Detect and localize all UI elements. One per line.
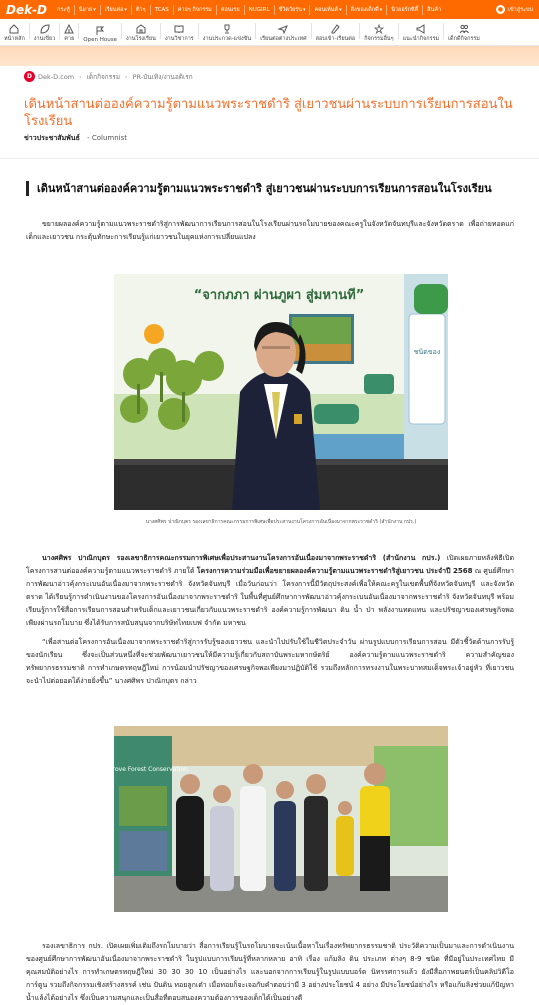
side-poster-text: ชนิดของ <box>413 348 441 356</box>
pencil-icon <box>331 24 340 33</box>
tent-icon <box>65 24 74 33</box>
breadcrumb <box>24 71 193 82</box>
category-nav-item[interactable]: กิจกรรมอื่นๆ <box>360 24 397 43</box>
dekd-logo-icon: D <box>24 71 35 82</box>
top-nav-item[interactable]: ค่ายๆ กิจกรรม <box>177 6 212 13</box>
photo-caption: นางศศิพร ปาณิกบุตร รองเลขาธิการคณะกรรมการพิเศษเพื่อประสานงานโครงการอันเนื่องมาจากพระราชดำริ (สำนักงาน กปร.) <box>145 519 417 525</box>
chevron-down-icon: ▾ <box>93 6 96 13</box>
category-nav-item[interactable]: งานเขียว <box>30 24 59 43</box>
site-logo[interactable]: Dek-D <box>6 2 48 17</box>
top-nav <box>53 5 496 15</box>
breadcrumb-link[interactable]: Dek-D.com <box>38 72 75 81</box>
top-header <box>0 0 539 19</box>
breadcrumb-link[interactable]: เด็กกิจกรรม <box>86 72 121 81</box>
category-nav-item[interactable]: แนะนำกิจกรรม <box>399 24 444 43</box>
divider <box>0 158 539 159</box>
category-nav-item[interactable]: งานประกวด-แข่งขัน <box>199 24 255 43</box>
speaker-name: นางศศิพร ปาณิกบุตร รองเลขาธิการคณะกรรมการพิเศษเพื่อประสานงานโครงการอันเนื่องมาจากพระราชดำริ (สำนักงาน กปร.) <box>42 554 441 562</box>
school-icon <box>136 24 145 33</box>
top-nav-item[interactable]: สินค้า <box>427 6 442 13</box>
top-nav-item[interactable]: นิยาย ▾ <box>78 6 96 13</box>
top-nav-item[interactable]: ติวๆ <box>135 6 146 13</box>
article-photo-speaker <box>114 274 448 510</box>
chevron-right-icon: › <box>79 72 82 81</box>
chevron-down-icon: ▾ <box>302 6 306 13</box>
top-nav-item[interactable]: NUGIRL <box>248 6 270 13</box>
byline <box>24 133 127 144</box>
category-nav-item[interactable]: งานวิชาการ <box>161 24 198 43</box>
category-nav-item[interactable]: ค่าย <box>60 24 78 43</box>
login-button[interactable] <box>496 5 539 14</box>
top-nav-item[interactable]: TCAS <box>154 6 169 13</box>
home-icon <box>10 24 19 33</box>
chevron-down-icon: ▾ <box>339 6 342 13</box>
flag-icon <box>96 26 105 35</box>
login-label: เข้าสู่ระบบ <box>508 6 533 13</box>
chevron-right-icon: › <box>125 72 128 81</box>
paragraph-intro: ขยายผลองค์ความรู้ตามแนวพระราชดำริสู่การพัฒนาการเรียนการสอนในโรงเรียนผ่านรถโมบายของคณะครูในจังหวัดจันทบุรีและจังหวัดตราด เพื่อถ่ายทอดแก่เด็กและเยาวชน กระตุ้นทักษะการเรียนรู้แก่เยาวชนในยุคแห่งการเปลี่ยนแปลง <box>26 220 514 241</box>
banner-strip <box>0 46 539 66</box>
poster-text: Mangrove Forest Conservation <box>96 766 188 773</box>
project-name: โครงการความร่วมมือเพื่อขยายผลองค์ความรู้ตามแนวพระราชดำริสู่เยาวชน ประจำปี 2568 <box>196 567 473 575</box>
breadcrumb-link[interactable]: PR-บันเทิง/งานอดิเรก <box>132 72 193 81</box>
top-nav-item[interactable]: ค่อนเรย <box>220 6 240 13</box>
user-icon: ● <box>497 6 504 13</box>
category-nav-item[interactable]: งานโรงเรียน <box>122 24 160 43</box>
category-nav-item[interactable]: Open House <box>79 26 121 43</box>
book-icon <box>175 24 184 33</box>
page-title: เดินหน้าสานต่อองค์ความรู้ตามแนวพระราชดำริ สู่เยาวชนผ่านระบบการเรียนการสอนในโรงเรียน <box>24 97 513 129</box>
plane-icon <box>279 24 288 33</box>
article-photo-group <box>96 726 448 912</box>
category-nav-item[interactable]: หน้าหลัก <box>0 24 29 43</box>
top-nav-item[interactable]: กระทู้ <box>57 6 70 13</box>
exhibit-sign-text: “จากภภา ผ่านภูผา สู่มหานที” <box>193 288 365 303</box>
star-icon <box>374 24 383 33</box>
chevron-down-icon: ▾ <box>379 6 383 13</box>
leaf-icon <box>40 24 49 33</box>
paragraph-quote: “เพื่อสานต่อโครงการอันเนื่องมาจากพระราชดำริสู่การรับรู้ของเยาวชน และนำไปปรับใช้ในชีวิตประจำวัน ผ่านรูปแบบการเรียนการสอน มีตัวชี้วัดด้านการรับรู้ของนักเรียน ซึ่งจะเป็นส่วนหนึ่งที่จะช่วยพัฒนาเยาวชนให้มีความรู้เกี่ยวกับสถาบันพระมหากษัตริย์ องค์ความรู้ตามแนวพระราชดำริ ความสำคัญของทรัพยากรธรรมชาติ การทำเกษตรทฤษฎีใหม่ การน้อมนำปรัชญาของเศรษฐกิจพอเพียงมาปฏิบัติใช้ รวมถึงหลักการทรงงานในพระบาทสมเด็จพระเจ้าอยู่หัว ที่เยาวชนจะนำไปต่อยอดได้ง่ายยิ่งขึ้น” นางศศิพร ปาณิกบุตร กล่าว <box>26 638 514 685</box>
trophy-icon <box>222 24 231 33</box>
megaphone-icon <box>416 24 425 33</box>
paragraph-mobile: รองเลขาธิการ กปร. เปิดเผยเพิ่มเติมถึงรถโมบายว่า สื่อการเรียนรู้ในรถโมบายจะเน้นเนื้อหาในเรื่องทรัพยากรธรรมชาติ ประวัติความเป็นมาและการดำเนินงานของศูนย์ศึกษาการพัฒนาอันเนื่องมาจากพระราชดำริ ในรูปแบบการเรียนรู้ที่หลากหลาย อาทิ เรื่อง แก้มลิง ดิน ประเภท ต่างๆ 8-9 ชนิด ที่มีอยู่ในประเทศไทย มีคุณสมบัติอย่างไร การทำเกษตรทฤษฎีใหม่ 30 30 30 10 เป็นอย่างไร และนอกจากการเรียนรู้ในรูปแบบบอร์ด นิทรรศการแล้ว ยังมีสื่อภาพยนตร์เป็นคลิปวิดีโอการ์ตูน รวมถึงกิจกรรมเชิงสร้างสรรค์ เช่น ปันดิน ทอยลูกเต๋า เมื่อทอยก็จะเจอกับคำตอบว่ามี 3 อย่างประโยชน์ 4 อย่าง มีประโยชน์อย่างไร หรือแก้มลิงช่วยแก้ปัญหาน้ำแล้งได้อย่างไร ซึ่งเป็นความสนุกและเป็นสื่อที่ตอบสนองความต้องการของเด็กได้เป็นอย่างดี <box>26 942 514 1002</box>
category-nav <box>0 19 539 46</box>
top-nav-item[interactable]: นิวยอร์กซิตี้ <box>391 6 419 13</box>
category-nav-item[interactable]: เด็กดีกิจกรรม <box>444 24 484 43</box>
top-nav-item[interactable]: ชีวิตวัยรุ่น ▾ <box>278 6 306 13</box>
category-nav-item[interactable]: เรียนต่อต่างประเทศ <box>256 24 310 43</box>
people-icon <box>460 24 469 33</box>
author-name[interactable]: ข่าวประชาสัมพันธ์ <box>24 134 80 142</box>
article-heading: เดินหน้าสานต่อองค์ความรู้ตามแนวพระราชดำริ สู่เยาวชนผ่านระบบการเรียนการสอนในโรงเรียน <box>26 181 526 196</box>
top-nav-item[interactable]: เรียนต่อ ▾ <box>104 6 127 13</box>
category-nav-item[interactable]: สอบเข้า-เรียนต่อ <box>312 24 360 43</box>
paragraph-detail: นางศศิพร ปาณิกบุตร รองเลขาธิการคณะกรรมการพิเศษเพื่อประสานงานโครงการอันเนื่องมาจากพระราชดำริ (สำนักงาน กปร.) เปิดเผยภายหลังพิธีเปิดโครงการสานต่อองค์ความรู้ตามแนวพระราชดำริ ภายใต้ โครงการความร่วมมือเพื่อขยายผลองค์ความรู้ตามแนวพระราชดำริสู่เยาวชน ประจำปี 2568 ณ ศูนย์ศึกษาการพัฒนาอ่าวคุ้งกระเบนอันเนื่องมาจากพระราชดำริ จังหวัดจันทบุรี เมื่อวันก่อนว่า โครงการนี้มีวัตถุประสงค์เพื่อให้คณะครูในเขตพื้นที่จังหวัดจันทบุรี และจังหวัดตราด ได้เรียนรู้การดำเนินงานของโครงการอันเนื่องมาจากพระราชดำริ ในพื้นที่ศูนย์ศึกษาการพัฒนาอ่าวคุ้งกระเบนอันเนื่องมาจากพระราชดำริ จังหวัดจันทบุรี พร้อมเรียนรู้การใช้สื่อการเรียนการสอนสำหรับเด็กและเยาวชนเกี่ยวกับแนวพระราชดำริ องค์ความรู้การพัฒนา ดิน น้ำ ป่า พลังงานทดแทน และปรัชญาของเศรษฐกิจพอเพียงผ่านรถโมบาย ซึ่งได้รับการสนับสนุนจากบริษัทไทยเบฟ จำกัด มหาชน <box>26 554 514 627</box>
chevron-down-icon: ▾ <box>124 6 127 13</box>
top-nav-item[interactable]: สิ่งของเด็กดี ▾ <box>350 6 383 13</box>
author-role: - Columnist <box>87 134 127 142</box>
top-nav-item[interactable]: คอนเท้นต์ ▾ <box>314 6 342 13</box>
